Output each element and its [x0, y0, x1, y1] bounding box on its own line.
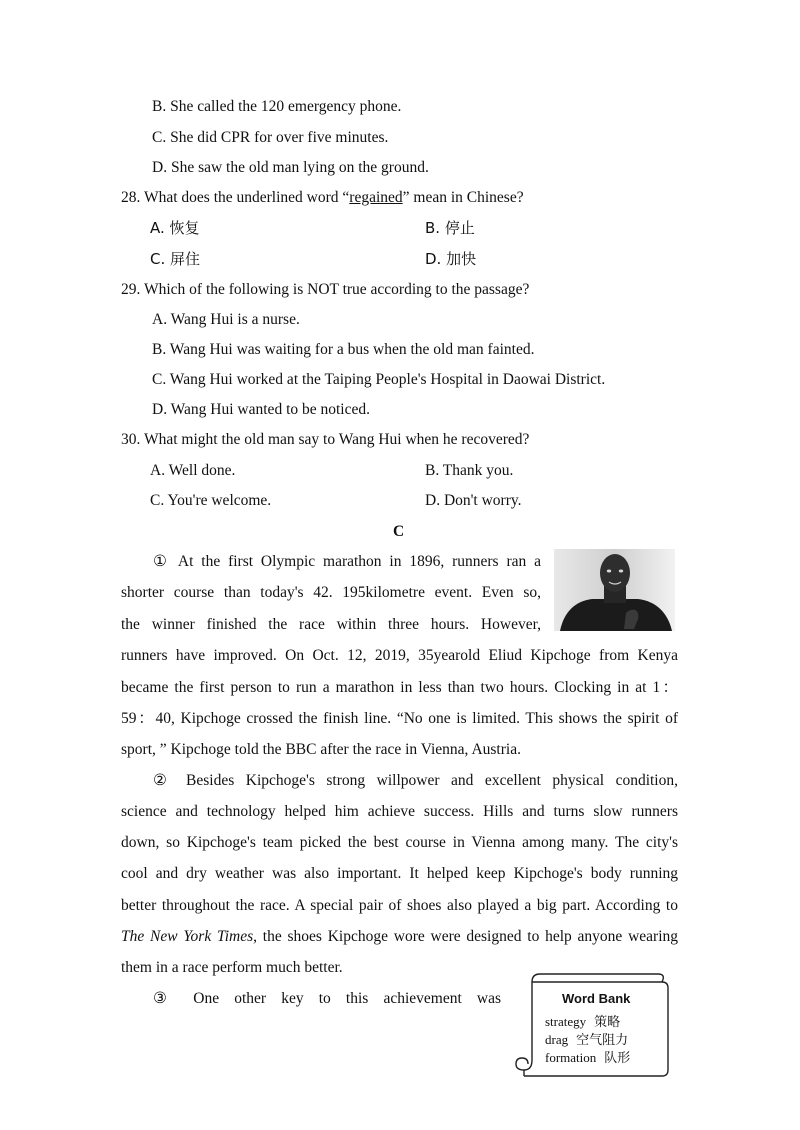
word-bank-en: formation — [545, 1050, 597, 1065]
word-bank-zh: 策略 — [594, 1015, 621, 1030]
p1-line-4: runners have improved. On Oct. 12, 2019, 35yearold Eliud Kipchoge from Kenya — [121, 647, 678, 664]
p2-line-6 — [121, 927, 678, 947]
p1-line-1: ① At the first Olympic marathon in 1896, runners ran a — [153, 553, 541, 570]
word-bank-zh: 空气阻力 — [576, 1033, 629, 1048]
q28-stem-pre: 28. What does the underlined word “ — [121, 189, 350, 206]
q28-option-d: D. 加快 — [425, 250, 477, 268]
word-bank-item — [545, 1047, 630, 1066]
p2-line-7: them in a race perform much better. — [121, 959, 343, 976]
q29-option-d: D. Wang Hui wanted to be noticed. — [152, 401, 370, 418]
q30-option-d: D. Don't worry. — [425, 492, 522, 509]
q27-option-c: C. She did CPR for over five minutes. — [152, 129, 389, 146]
p2-line-6-rest: , the shoes Kipchoge wore were designed to help anyone wearing — [253, 928, 678, 945]
word-bank-title: Word Bank — [562, 991, 631, 1006]
q29-stem: 29. Which of the following is NOT true according to the passage? — [121, 281, 530, 298]
q29-option-c: C. Wang Hui worked at the Taiping People's Hospital in Daowai District. — [152, 371, 606, 388]
q28-stem-post: ” mean in Chinese? — [402, 189, 524, 206]
q30-option-b: B. Thank you. — [425, 462, 514, 479]
q28-option-a: A. 恢复 — [150, 219, 200, 237]
word-bank-item — [545, 1029, 628, 1048]
p2-line-2: science and technology helped him achieve success. Hills and turns slow runners — [121, 803, 678, 820]
p2-line-4: cool and dry weather was also important. It helped keep Kipchoge's body running — [121, 865, 678, 882]
section-heading: C — [393, 523, 405, 540]
q27-option-d: D. She saw the old man lying on the ground. — [152, 159, 429, 176]
q28-option-c: C. 屏住 — [150, 250, 201, 268]
q30-stem: 30. What might the old man say to Wang Hui when he recovered? — [121, 431, 530, 448]
runner-photo — [554, 549, 675, 631]
p2-line-5: better throughout the race. A special pair of shoes also played a big part. According to — [121, 897, 678, 914]
word-bank-en: drag — [545, 1032, 569, 1047]
p1-line-3: the winner finished the race within three hours. However, — [121, 616, 541, 633]
word-bank-zh: 队形 — [604, 1051, 631, 1066]
p1-line-6: 59：40, Kipchoge crossed the finish line. “No one is limited. This shows the spirit of — [121, 710, 678, 727]
p1-line-7: sport, ” Kipchoge told the BBC after the race in Vienna, Austria. — [121, 741, 521, 758]
word-bank-item — [545, 1011, 620, 1030]
q28-stem — [121, 188, 524, 208]
word-bank-en: strategy — [545, 1014, 587, 1029]
p1-line-5: became the first person to run a marathon in less than two hours. Clocking in at 1： — [121, 679, 678, 696]
p3-line-1: ③ One other key to this achievement was — [153, 990, 501, 1007]
newspaper-title: The New York Times — [121, 928, 254, 945]
p2-line-3: down, so Kipchoge's team picked the best course in Vienna among many. The city's — [121, 834, 678, 851]
q29-option-b: B. Wang Hui was waiting for a bus when the old man fainted. — [152, 341, 535, 358]
q27-option-b: B. She called the 120 emergency phone. — [152, 98, 402, 115]
q30-option-c: C. You're welcome. — [150, 492, 272, 509]
p1-line-2: shorter course than today's 42. 195kilometre event. Even so, — [121, 584, 541, 601]
underlined-word: regained — [349, 189, 403, 206]
q28-option-b: B. 停止 — [425, 219, 475, 237]
q30-option-a: A. Well done. — [150, 462, 236, 479]
q29-option-a: A. Wang Hui is a nurse. — [152, 311, 300, 328]
p2-line-1: ② Besides Kipchoge's strong willpower and excellent physical condition, — [153, 772, 678, 789]
